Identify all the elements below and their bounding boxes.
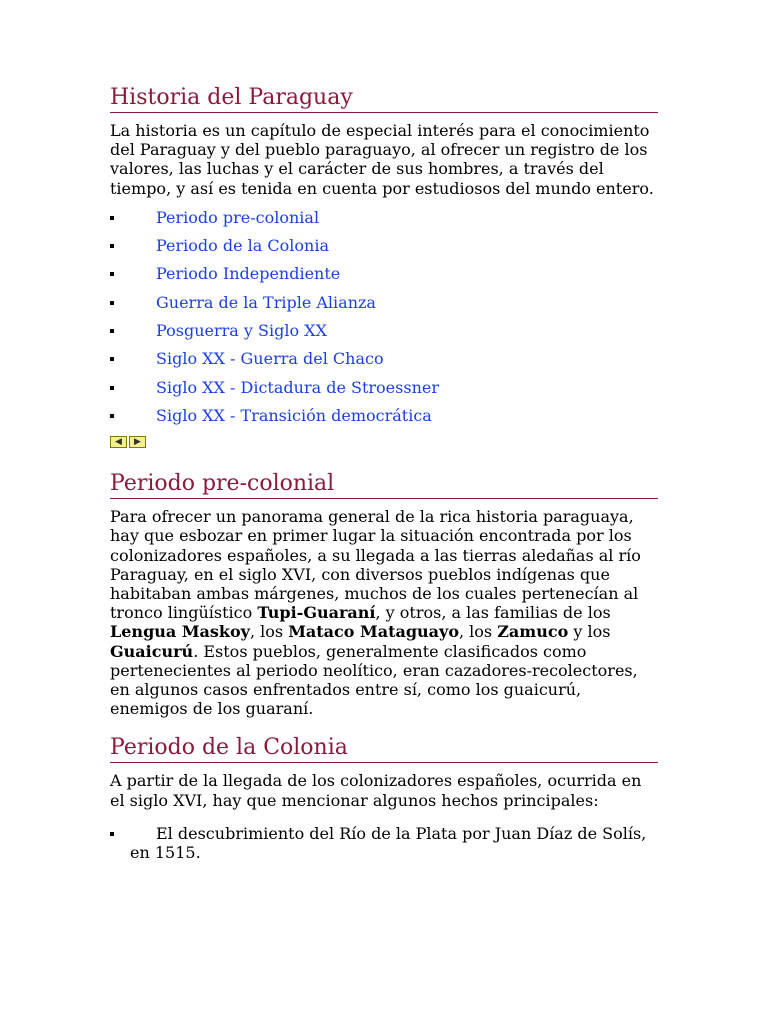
document-content (110, 84, 658, 862)
text-run: , los (249, 622, 289, 642)
toc-link-pre-colonial[interactable]: Periodo pre-colonial (156, 207, 320, 227)
bold-term: Mataco Mataguayo (288, 622, 459, 642)
bullet-icon (110, 244, 114, 248)
toc-item (110, 293, 658, 321)
list-item (110, 824, 658, 862)
bullet-icon (110, 832, 114, 836)
arrow-back-icon[interactable]: ◀ (110, 436, 127, 448)
toc-item (110, 264, 658, 292)
toc-item (110, 208, 658, 236)
toc-item (110, 349, 658, 377)
table-of-contents (110, 208, 658, 434)
bold-term: Tupi-Guaraní (257, 603, 376, 623)
section-heading: Periodo de la Colonia (110, 734, 658, 763)
bold-term: Lengua Maskoy (110, 622, 250, 642)
bullet-icon (110, 386, 114, 390)
section-colonia (110, 734, 658, 862)
toc-link-posguerra[interactable]: Posguerra y Siglo XX (156, 321, 327, 340)
bullet-icon (110, 272, 114, 276)
bullet-icon (110, 414, 114, 418)
text-run: , y otros, a las familias de los (375, 603, 611, 623)
toc-item (110, 321, 658, 349)
bullet-icon (110, 357, 114, 361)
toc-link-independiente[interactable]: Periodo Independiente (156, 264, 341, 284)
toc-link-stroessner[interactable]: Siglo XX - Dictadura de Stroessner (156, 377, 439, 397)
section-heading: Periodo pre-colonial (110, 470, 658, 499)
toc-link-transicion[interactable]: Siglo XX - Transición democrática (156, 405, 432, 425)
toc-link-triple-alianza[interactable]: Guerra de la Triple Alianza (156, 292, 376, 312)
text-run: . Estos pueblos, generalmente clasificados como pertenecientes al periodo neolítico, eran cazadores-recolectores, en algunos casos enfrentados entre sí, como los guaicurú, enemigos de los guaraní. (110, 641, 638, 719)
toc-item (110, 378, 658, 406)
toc-link-guerra-chaco[interactable]: Siglo XX - Guerra del Chaco (156, 349, 384, 369)
arrow-forward-icon[interactable]: ▶ (129, 436, 146, 448)
bullet-icon (110, 216, 114, 220)
nav-icons (110, 436, 658, 450)
fact-text: El descubrimiento del Río de la Plata por Juan Díaz de Solís, en 1515. (130, 823, 647, 863)
toc-item (110, 236, 658, 264)
facts-list (110, 824, 658, 862)
bullet-icon (110, 301, 114, 305)
bullet-icon (110, 329, 114, 333)
text-run: y los (568, 622, 611, 642)
bold-term: Zamuco (497, 622, 569, 642)
toc-item (110, 406, 658, 434)
page-title: Historia del Paraguay (110, 84, 658, 113)
text-run: , los (459, 622, 498, 642)
pre-colonial-paragraph (110, 507, 658, 718)
colonia-paragraph: A partir de la llegada de los colonizadores españoles, ocurrida en el siglo XVI, hay que mencionar algunos hechos principales: (110, 771, 642, 810)
bold-term: Guaicurú (110, 641, 194, 661)
toc-link-colonia[interactable]: Periodo de la Colonia (156, 236, 329, 256)
intro-paragraph: La historia es un capítulo de especial interés para el conocimiento del Paraguay y del pueblo paraguayo, al ofrecer un registro de los valores, las luchas y el carácter de sus hombres, a través del tiempo, y así es tenida en cuenta por estudiosos del mundo entero. (110, 121, 654, 198)
text-run: Para ofrecer un panorama general de la rica historia paraguaya, hay que esbozar en primer lugar la situación encontrada por los colonizadores españoles, a su llegada a las tierras aledañas al río Paraguay, en el siglo XVI, con diversos pueblos indígenas que habitaban ambas márgenes, muchos de los cuales pertenecían al tronco lingüístico (110, 507, 641, 623)
section-pre-colonial (110, 470, 658, 718)
